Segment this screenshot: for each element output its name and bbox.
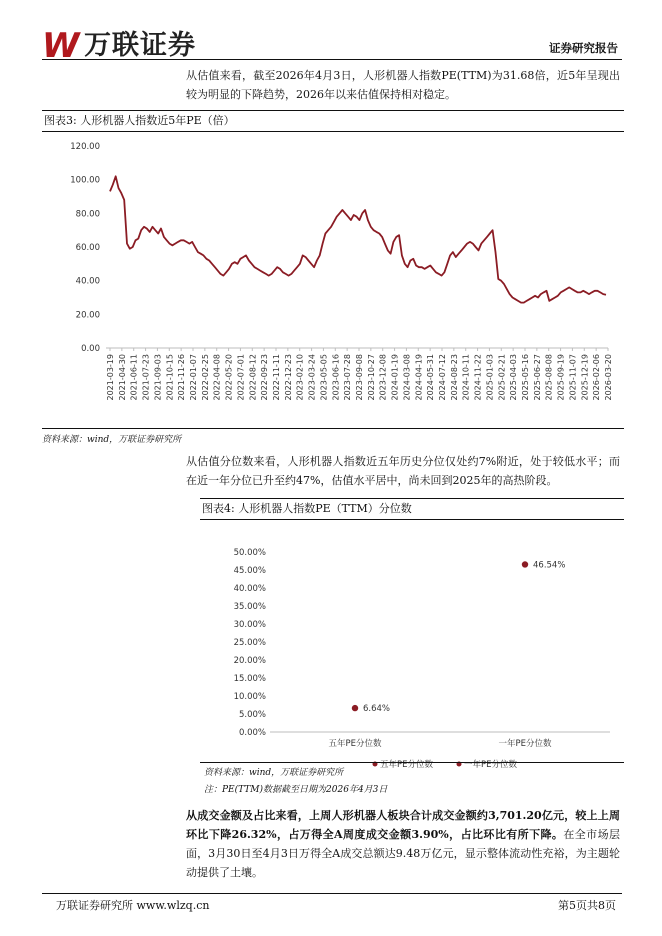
y-tick-label: 40.00% [233,584,266,594]
pe-line-chart [42,132,624,448]
x-tick-label: 2024-04-19 [414,354,424,401]
x-tick-label: 2025-02-21 [497,354,507,401]
x-tick-label: 2024-08-23 [449,354,459,401]
x-tick-label: 2022-07-01 [236,354,246,401]
y-tick-label: 40.00 [75,276,100,287]
figure-4-title: 图表4: 人形机器人指数PE（TTM）分位数 [202,502,412,515]
x-tick-label: 2024-10-11 [461,354,471,401]
x-tick-label: 2023-12-08 [378,354,388,401]
x-tick-label: 2025-04-03 [509,353,519,401]
x-tick-label: 2022-01-07 [189,354,198,401]
x-tick-label: 2023-05-05 [319,354,329,401]
y-tick-label: 5.00% [238,710,266,720]
paragraph-valuation: 从估值来看，截至2026年4月3日，人形机器人指数PE(TTM)为31.68倍，近5年呈现出较为明显的下降趋势，2026年以来估值保持相对稳定。 [186,69,620,101]
x-tick-label: 2025-05-16 [521,354,530,401]
x-tick-label: 2022-11-11 [272,354,281,401]
header-rule [42,59,622,60]
x-category-label: 一年PE分位数 [498,739,552,749]
y-tick-label: 20.00 [75,310,100,321]
x-tick-label: 2023-07-28 [343,354,353,401]
footer-institute: 万联证券研究所 www.wlzq.cn [56,899,210,912]
x-tick-label: 2021-03-19 [106,354,115,401]
y-tick-label: 60.00 [75,243,100,253]
x-tick-label: 2025-12-19 [580,354,590,401]
legend-label: 五年PE分位数 [380,760,433,770]
x-category-label: 五年PE分位数 [328,739,382,749]
x-tick-label: 2025-09-19 [556,354,566,401]
x-tick-label: 2022-09-23 [260,354,270,401]
paragraph-turnover [186,806,620,882]
y-tick-label: 80.00 [75,209,100,220]
x-tick-label: 2022-02-25 [200,354,210,401]
y-tick-label: 0.00% [238,728,266,738]
data-label: 46.54% [533,560,566,571]
y-tick-label: 100.00 [70,175,100,186]
x-tick-label: 2024-05-31 [426,354,436,401]
x-tick-label: 2022-04-08 [212,354,222,401]
x-tick-label: 2025-08-08 [544,354,554,401]
x-tick-label: 2021-07-23 [141,354,151,401]
x-tick-label: 2023-06-16 [331,354,341,401]
figure-4-title-bar [200,498,624,520]
y-tick-label: 0.00 [81,344,100,354]
x-tick-label: 2023-02-10 [295,354,305,401]
figure-3-bottom-rule [42,428,624,429]
x-tick-label: 2023-09-08 [355,354,364,401]
y-tick-label: 45.00% [233,566,266,576]
x-tick-label: 2026-03-20 [604,354,613,401]
report-type: 证券研究报告 [549,41,618,55]
x-tick-label: 2022-12-23 [283,354,293,401]
y-tick-label: 25.00% [233,638,266,648]
pe-series-line [110,176,606,302]
y-tick-label: 50.00% [233,548,266,558]
x-tick-label: 2021-11-26 [177,354,187,401]
x-tick-label: 2021-09-03 [153,354,163,401]
figure-3-source: 资料来源：wind，万联证券研究所 [42,435,182,445]
figure-4-bottom-rule [200,762,624,763]
figure-4-source: 资料来源：wind，万联证券研究所 [204,768,344,778]
paragraph-turnover-bold: 从成交金额及占比来看，上周人形机器人板块合计成交金额约3,701.20亿元，较上上周环比下降26.32%，占万得全A周度成交金额3.90%，占比环比有所下降。 [186,809,620,841]
y-tick-label: 30.00% [233,620,266,630]
percentile-point [352,705,358,711]
x-tick-label: 2021-10-15 [165,354,175,401]
x-tick-label: 2025-06-27 [532,354,542,401]
figure-4-note: 注：PE(TTM)数据截至日期为2026年4月3日 [204,785,388,795]
x-tick-label: 2025-01-03 [485,354,495,401]
x-tick-label: 2024-01-19 [390,354,400,401]
x-tick-label: 2021-04-30 [117,354,127,401]
data-label: 6.64% [363,704,391,715]
figure-3-title-bar [42,110,624,132]
x-tick-label: 2021-06-11 [129,354,139,401]
y-tick-label: 20.00% [233,656,266,666]
logo-name: 万联证券 [84,30,196,61]
figure-3 [42,110,624,448]
percentile-chart [200,520,624,770]
x-tick-label: 2022-08-12 [248,354,258,401]
y-tick-label: 15.00% [233,674,266,684]
y-tick-label: 35.00% [233,602,266,612]
figure-4 [200,498,624,770]
x-tick-label: 2024-03-08 [402,354,412,401]
paragraph-turnover-rest: 在全市场层面，3月30日至4月3日万得全A成交总额达9.48万亿元，显示整体流动性充裕，为主题轮动提供了土壤。 [186,828,620,879]
paragraph-percentile: 从估值分位数来看，人形机器人指数近五年历史分位仅处约7%附近，处于较低水平；而在近一年分位已升至约47%，估值水平居中，尚未回到2025年的高热阶段。 [186,455,620,487]
x-tick-label: 2026-02-06 [592,354,602,401]
logo-mark: W [42,26,76,66]
x-tick-label: 2022-05-20 [224,354,234,401]
x-tick-label: 2025-11-07 [568,354,578,401]
legend-label: 一年PE分位数 [464,760,517,770]
x-tick-label: 2024-07-12 [438,354,447,401]
y-tick-label: 10.00% [233,692,266,702]
percentile-point [522,561,528,567]
x-tick-label: 2023-03-24 [307,354,317,401]
footer-rule [42,893,622,894]
x-tick-label: 2023-10-27 [366,354,376,401]
x-tick-label: 2024-11-22 [473,354,483,401]
page-number: 第5页共8页 [558,899,616,912]
y-tick-label: 120.00 [70,142,100,152]
figure-3-title: 图表3: 人形机器人指数近5年PE（倍） [44,114,235,127]
